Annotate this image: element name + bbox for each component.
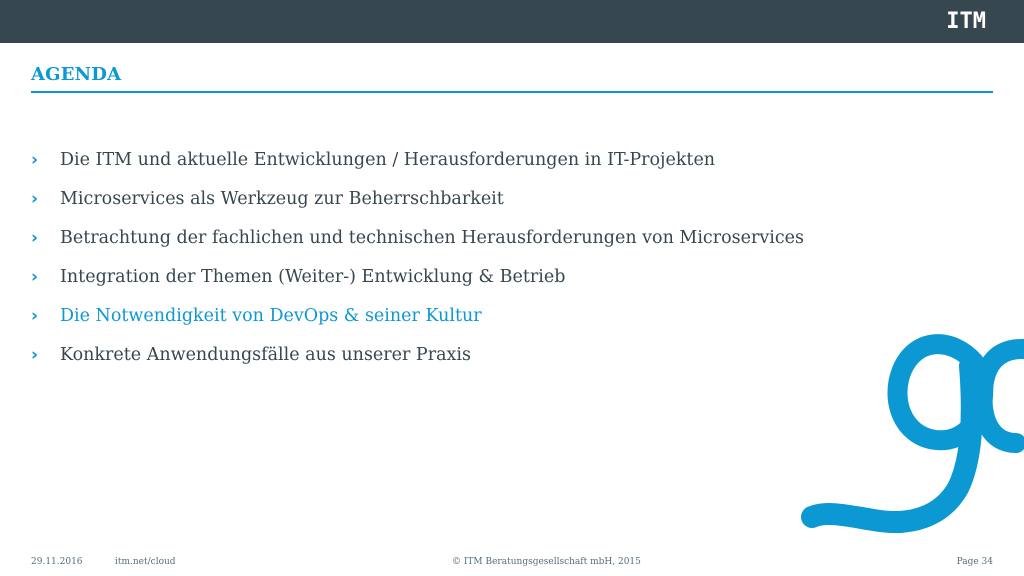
footer bbox=[0, 555, 1024, 571]
chevron-right-icon: › bbox=[31, 150, 39, 170]
agenda-item-label: Konkrete Anwendungsfälle aus unserer Praxis bbox=[60, 345, 471, 365]
title-divider bbox=[31, 91, 993, 93]
chevron-right-icon: › bbox=[31, 267, 39, 287]
agenda-item-label: Die Notwendigkeit von DevOps & seiner Kultur bbox=[60, 306, 482, 326]
agenda-item-5 bbox=[31, 301, 891, 340]
go-brush-graphic bbox=[798, 322, 1024, 536]
footer-date: 29.11.2016 bbox=[31, 557, 83, 567]
agenda-item-label: Microservices als Werkzeug zur Beherrschbarkeit bbox=[60, 189, 504, 209]
footer-copyright: © ITM Beratungsgesellschaft mbH, 2015 bbox=[452, 557, 641, 567]
footer-url: itm.net/cloud bbox=[115, 557, 176, 567]
slide-title: AGENDA bbox=[31, 64, 122, 85]
chevron-right-icon: › bbox=[31, 306, 39, 326]
agenda-item-label: Die ITM und aktuelle Entwicklungen / Herausforderungen in IT-Projekten bbox=[60, 150, 716, 170]
page-number: Page 34 bbox=[956, 557, 993, 567]
itm-logo bbox=[946, 9, 986, 33]
logo-text: ITM bbox=[946, 9, 986, 34]
chevron-right-icon: › bbox=[31, 189, 39, 209]
agenda-item-6 bbox=[31, 340, 891, 379]
agenda-item-3 bbox=[31, 223, 891, 262]
agenda-item-label: Integration der Themen (Weiter-) Entwicklung & Betrieb bbox=[60, 267, 566, 287]
chevron-right-icon: › bbox=[31, 345, 39, 365]
agenda-item-label: Betrachtung der fachlichen und technischen Herausforderungen von Microservices bbox=[60, 228, 804, 248]
chevron-right-icon: › bbox=[31, 228, 39, 248]
agenda-item-1 bbox=[31, 145, 891, 184]
agenda-list bbox=[31, 145, 891, 379]
top-bar bbox=[0, 0, 1024, 43]
agenda-item-2 bbox=[31, 184, 891, 223]
agenda-item-4 bbox=[31, 262, 891, 301]
